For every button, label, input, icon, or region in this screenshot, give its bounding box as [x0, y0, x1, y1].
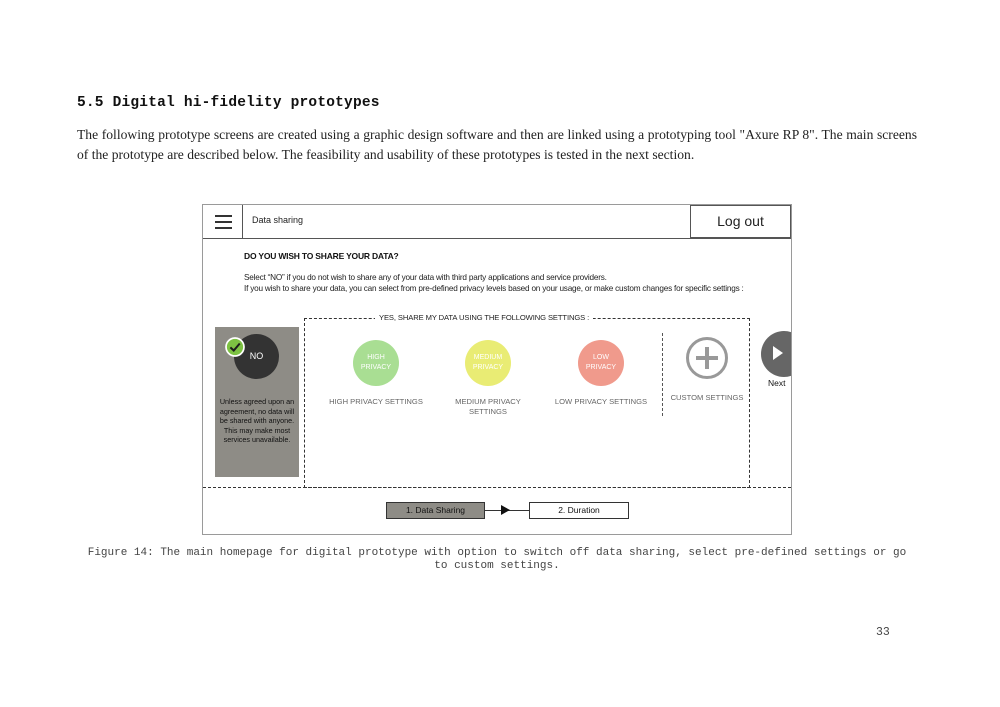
section-heading: 5.5 Digital hi-fidelity prototypes	[77, 95, 380, 111]
top-bar	[203, 205, 791, 239]
dashed-divider	[203, 487, 791, 488]
screen-title: Data sharing	[252, 215, 304, 225]
medium-privacy-label: MEDIUM PRIVACY SETTINGS	[455, 397, 521, 416]
no-option-panel[interactable]	[215, 327, 299, 477]
prototype-figure	[202, 204, 792, 535]
step-data-sharing[interactable]: 1. Data Sharing	[386, 502, 485, 519]
medium-privacy-circle[interactable]: MEDIUM PRIVACY	[465, 340, 511, 386]
yes-settings-label: YES, SHARE MY DATA USING THE FOLLOWING SETTINGS :	[375, 313, 593, 322]
no-option-note: Unless agreed upon an agreement, no data will be shared with anyone. This may make most services unavailable.	[219, 397, 295, 444]
custom-settings-option[interactable]	[657, 337, 757, 403]
page-number: 33	[876, 626, 890, 639]
hamburger-menu-icon[interactable]	[203, 205, 243, 238]
plus-icon[interactable]	[686, 337, 728, 379]
play-arrow-icon	[773, 346, 783, 360]
figure-caption: Figure 14: The main homepage for digital prototype with option to switch off data sharing, select pre-defined settings or go to custom settings.	[87, 547, 907, 572]
low-privacy-circle[interactable]: LOW PRIVACY	[578, 340, 624, 386]
step-duration[interactable]: 2. Duration	[529, 502, 629, 519]
low-privacy-option[interactable]	[551, 340, 651, 407]
next-label[interactable]: Next	[768, 378, 786, 388]
no-option-button[interactable]: NO	[234, 334, 279, 379]
custom-settings-label: CUSTOM SETTINGS	[670, 393, 744, 402]
intro-paragraph: The following prototype screens are created using a graphic design software and then are linked using a prototyping tool "Axure RP 8". The main screens of the prototype are described below. The feasibility and usability of these prototypes is tested in the next section.	[77, 127, 917, 162]
check-icon	[225, 337, 245, 357]
description-line-1: Select “NO” if you do not wish to share any of your data with third party applications and service providers.	[244, 273, 607, 282]
low-privacy-label: LOW PRIVACY SETTINGS	[554, 397, 648, 406]
high-privacy-option[interactable]	[326, 340, 426, 407]
question-heading: DO YOU WISH TO SHARE YOUR DATA?	[244, 251, 399, 261]
description-line-2: If you wish to share your data, you can select from pre-defined privacy levels based on your usage, or make custom changes for specific settings :	[244, 284, 744, 293]
logout-button[interactable]: Log out	[690, 205, 791, 238]
description	[244, 272, 754, 294]
medium-privacy-option[interactable]	[438, 340, 538, 417]
high-privacy-circle[interactable]: HIGH PRIVACY	[353, 340, 399, 386]
step-arrow-icon	[501, 505, 510, 515]
high-privacy-label: HIGH PRIVACY SETTINGS	[329, 397, 423, 406]
